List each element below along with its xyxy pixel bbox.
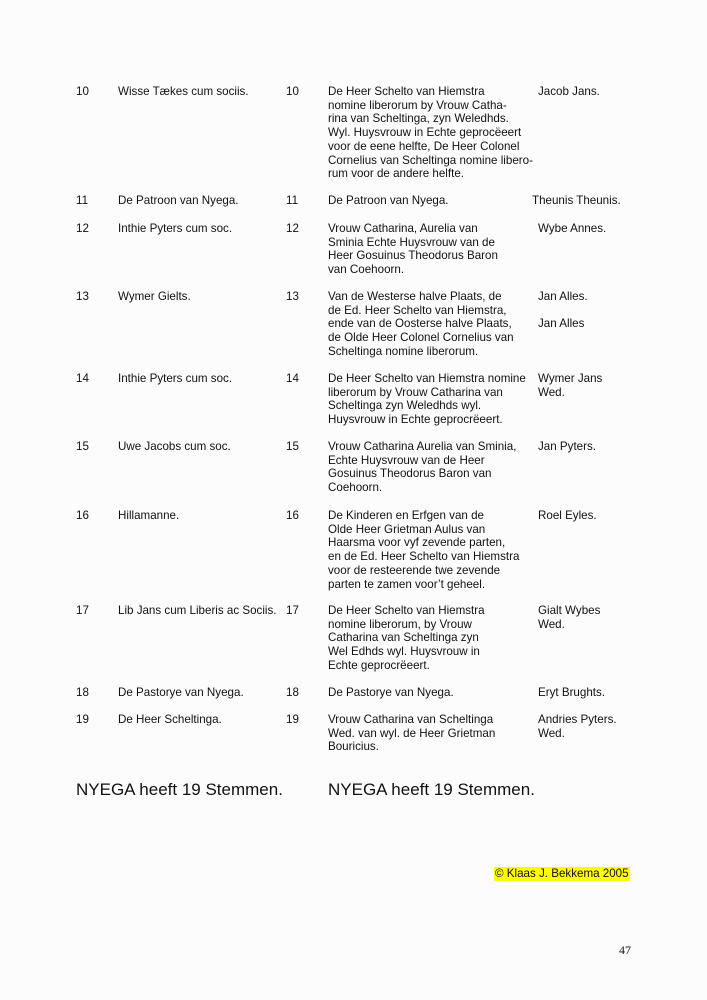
farm-name: Uwe Jacobs cum soc. [118,440,231,453]
owner-text: Van de Westerse halve Plaats, de de Ed. Heer Schelto van Hiemstra, ende van de Oosterse halve Plaats, de Olde Heer Colonel Cornelius van Scheltinga nomine liberorum. [328,290,514,358]
row-number: 10 [76,85,89,98]
owner-text: De Heer Schelto van Hiemstra nomine liberorum, by Vrouw Catharina van Scheltinga zyn Wel Edhds wyl. Huysvrouw in Echte geprocrëeert. [328,604,485,672]
farm-name: Inthie Pyters cum soc. [118,222,233,235]
vote-summary-right: NYEGA heeft 19 Stemmen. [328,780,535,799]
owner-text: Vrouw Catharina, Aurelia van Sminia Echte Huysvrouw van de Heer Gosuinus Theodorus Baron van Coehoorn. [328,222,498,277]
user-name: Jan Alles. Jan Alles [538,290,588,331]
farm-name: Wisse Tækes cum sociis. [118,85,249,98]
user-name: Wymer Jans Wed. [538,372,603,399]
owner-text: De Patroon van Nyega. [328,194,449,207]
row-number: 18 [76,686,89,699]
owner-number: 16 [286,509,299,522]
farm-name: De Heer Scheltinga. [118,713,222,726]
page-number: 47 [619,943,631,957]
row-number: 15 [76,440,89,453]
owner-number: 17 [286,604,299,617]
row-number: 16 [76,509,89,522]
owner-number: 12 [286,222,299,235]
farm-name: Inthie Pyters cum soc. [118,372,233,385]
vote-summary-left: NYEGA heeft 19 Stemmen. [76,780,283,799]
farm-name: Wymer Gielts. [118,290,191,303]
user-name: Wybe Annes. [538,222,607,235]
owner-number: 11 [286,194,299,207]
farm-name: Lib Jans cum Liberis ac Sociis. [118,604,277,617]
owner-number: 15 [286,440,299,453]
farm-name: Hillamanne. [118,509,180,522]
owner-text: De Pastorye van Nyega. [328,686,454,699]
owner-text: Vrouw Catharina Aurelia van Sminia, Echte Huysvrouw van de Heer Gosuinus Theodorus Baron van Coehoorn. [328,440,517,495]
owner-number: 19 [286,713,299,726]
owner-text: De Kinderen en Erfgen van de Olde Heer Grietman Aulus van Haarsma voor vyf zevende parten, en de Ed. Heer Schelto van Hiemstra voor de resteerende twe zevende parten te zamen voor’t geheel. [328,509,520,591]
owner-number: 13 [286,290,299,303]
owner-text: De Heer Schelto van Hiemstra nomine liberorum by Vrouw Catharina van Scheltinga zyn Weledhds wyl. Huysvrouw in Echte geprocrëeert. [328,372,526,427]
user-name: Jan Pyters. [538,440,596,453]
owner-number: 14 [286,372,299,385]
user-name: Jacob Jans. [538,85,600,98]
user-name: Roel Eyles. [538,509,597,522]
user-name: Eryt Brughts. [538,686,606,699]
farm-name: De Pastorye van Nyega. [118,686,244,699]
user-name: Andries Pyters. Wed. [538,713,617,740]
owner-number: 10 [286,85,299,98]
row-number: 12 [76,222,89,235]
row-number: 13 [76,290,89,303]
farm-name: De Patroon van Nyega. [118,194,239,207]
user-name: Theunis Theunis. [532,194,621,207]
row-number: 19 [76,713,89,726]
row-number: 11 [76,194,89,207]
row-number: 14 [76,372,89,385]
row-number: 17 [76,604,89,617]
owner-text: Vrouw Catharina van Scheltinga Wed. van wyl. de Heer Grietman Bouricius. [328,713,496,754]
owner-text: De Heer Schelto van Hiemstra nomine liberorum by Vrouw Catha- rina van Scheltinga, zyn Weledhds. Wyl. Huysvrouw in Echte geprocëeert voor de eene helfte, De Heer Colonel Cornelius van Scheltinga nomine libero- rum voor de andere helfte. [328,85,533,181]
copyright-notice: © Klaas J. Bekkema 2005 [495,867,629,880]
owner-number: 18 [286,686,299,699]
user-name: Gialt Wybes Wed. [538,604,601,631]
